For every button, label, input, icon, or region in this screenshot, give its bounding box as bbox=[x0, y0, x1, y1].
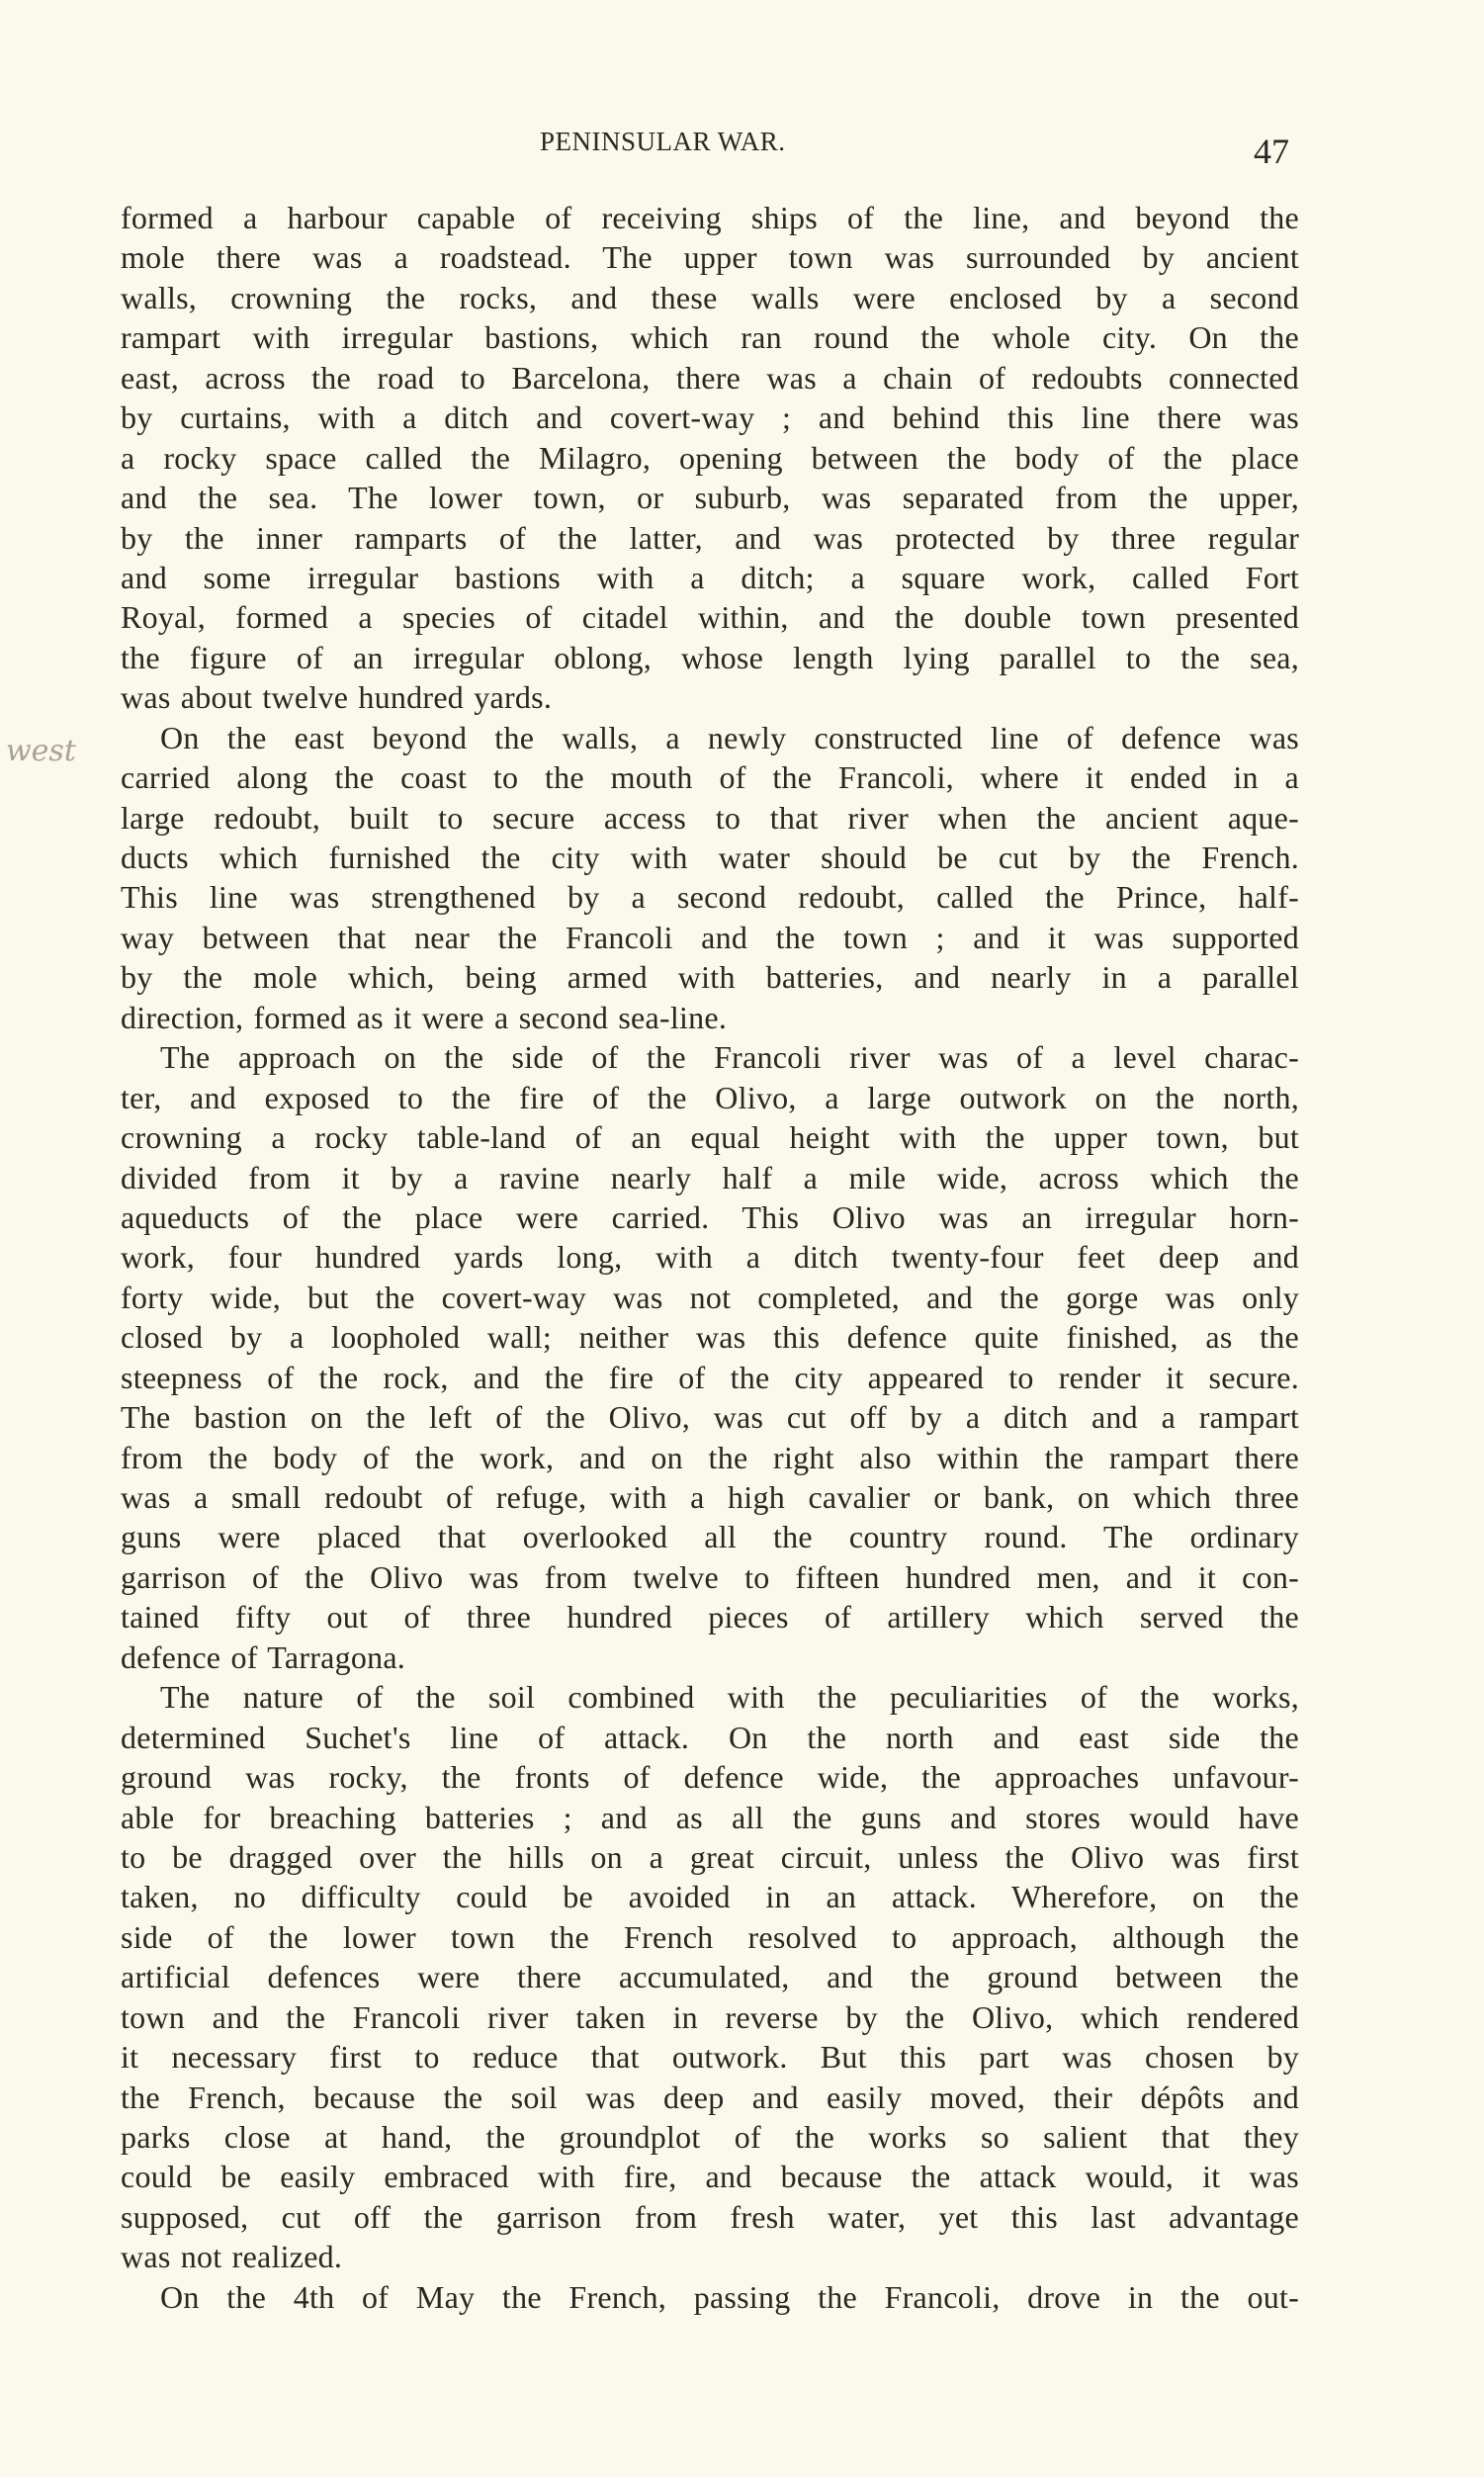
text-line: was not realized. bbox=[121, 2239, 343, 2275]
page-header bbox=[0, 127, 1484, 171]
text-line: crowning a rocky table-land of an equal height with the upper town, but bbox=[121, 1119, 1299, 1156]
text-line: walls, crowning the rocks, and these walls were enclosed by a second bbox=[121, 279, 1299, 315]
text-line: to be dragged over the hills on a great circuit, unless the Olivo was first bbox=[121, 1838, 1299, 1875]
text-line: the French, because the soil was deep and easily moved, their dépôts and bbox=[121, 2079, 1299, 2115]
paragraph bbox=[121, 198, 1299, 718]
text-line: On the 4th of May the French, passing the Francoli, drove in the out- bbox=[160, 2278, 1299, 2315]
text-line: forty wide, but the covert-way was not completed, and the gorge was only bbox=[121, 1279, 1299, 1315]
text-line: large redoubt, built to secure access to that river when the ancient aque- bbox=[121, 799, 1299, 836]
text-line: steepness of the rock, and the fire of the city appeared to render it secure. bbox=[121, 1359, 1299, 1395]
text-line: a rocky space called the Milagro, opening between the body of the place bbox=[121, 439, 1299, 476]
paragraph bbox=[121, 1677, 1299, 2277]
text-line: artificial defences were there accumulated, and the ground between the bbox=[121, 1959, 1299, 1995]
page-body-text bbox=[121, 198, 1299, 2317]
text-line: able for breaching batteries ; and as all the guns and stores would have bbox=[121, 1799, 1299, 1835]
text-line: was a small redoubt of refuge, with a high cavalier or bank, on which three bbox=[121, 1479, 1299, 1515]
text-line: defence of Tarragona. bbox=[121, 1638, 406, 1675]
text-line: and the sea. The lower town, or suburb, was separated from the upper, bbox=[121, 480, 1299, 516]
text-line: by the mole which, being armed with batteries, and nearly in a parallel bbox=[121, 959, 1299, 996]
text-line: mole there was a roadstead. The upper town was surrounded by ancient bbox=[121, 239, 1299, 276]
text-line: by curtains, with a ditch and covert-way ; and behind this line there was bbox=[121, 399, 1299, 436]
text-line: determined Suchet's line of attack. On the north and east side the bbox=[121, 1719, 1299, 1755]
text-line: This line was strengthened by a second redoubt, called the Prince, half- bbox=[121, 879, 1299, 916]
paragraph bbox=[121, 718, 1299, 1038]
text-line: Royal, formed a species of citadel within, and the double town presented bbox=[121, 599, 1299, 636]
text-line: taken, no difficulty could be avoided in an attack. Wherefore, on the bbox=[121, 1879, 1299, 1915]
text-line: way between that near the Francoli and the town ; and it was supported bbox=[121, 919, 1299, 955]
text-line: from the body of the work, and on the right also within the rampart there bbox=[121, 1439, 1299, 1475]
text-line: and some irregular bastions with a ditch; a square work, called Fort bbox=[121, 559, 1299, 595]
text-line: carried along the coast to the mouth of the Francoli, where it ended in a bbox=[121, 759, 1299, 796]
page-number: 47 bbox=[1254, 132, 1289, 171]
text-line: could be easily embraced with fire, and because the attack would, it was bbox=[121, 2159, 1299, 2195]
text-line: garrison of the Olivo was from twelve to fifteen hundred men, and it con- bbox=[121, 1558, 1299, 1595]
text-line: tained fifty out of three hundred pieces of artillery which served the bbox=[121, 1599, 1299, 1636]
text-line: On the east beyond the walls, a newly constructed line of defence was bbox=[160, 719, 1299, 755]
text-line: ground was rocky, the fronts of defence wide, the approaches unfavour- bbox=[121, 1759, 1299, 1796]
text-line: the figure of an irregular oblong, whose length lying parallel to the sea, bbox=[121, 639, 1299, 675]
text-line: supposed, cut off the garrison from fresh water, yet this last advantage bbox=[121, 2198, 1299, 2235]
text-line: it necessary first to reduce that outwork. But this part was chosen by bbox=[121, 2039, 1299, 2076]
text-line: closed by a loopholed wall; neither was this defence quite finished, as the bbox=[121, 1319, 1299, 1356]
paragraph bbox=[121, 1037, 1299, 1677]
text-line: side of the lower town the French resolved to approach, although the bbox=[121, 1918, 1299, 1955]
text-line: The approach on the side of the Francoli river was of a level charac- bbox=[160, 1039, 1299, 1076]
text-line: town and the Francoli river taken in reverse by the Olivo, which rendered bbox=[121, 1998, 1299, 2035]
text-line: parks close at hand, the groundplot of the works so salient that they bbox=[121, 2119, 1299, 2155]
text-line: east, across the road to Barcelona, there was a chain of redoubts connected bbox=[121, 359, 1299, 396]
handwritten-margin-note: west bbox=[6, 734, 76, 768]
text-line: divided from it by a ravine nearly half a mile wide, across which the bbox=[121, 1159, 1299, 1195]
text-line: direction, formed as it were a second sea-line. bbox=[121, 999, 728, 1035]
running-title: PENINSULAR WAR. bbox=[540, 127, 786, 156]
text-line: The bastion on the left of the Olivo, was cut off by a ditch and a rampart bbox=[121, 1399, 1299, 1436]
text-line: work, four hundred yards long, with a ditch twenty-four feet deep and bbox=[121, 1239, 1299, 1276]
paragraph bbox=[121, 2277, 1299, 2317]
text-line: rampart with irregular bastions, which ran round the whole city. On the bbox=[121, 319, 1299, 356]
text-line: by the inner ramparts of the latter, and was protected by three regular bbox=[121, 519, 1299, 556]
text-line: formed a harbour capable of receiving ships of the line, and beyond the bbox=[121, 200, 1299, 235]
text-line: ducts which furnished the city with water should be cut by the French. bbox=[121, 840, 1299, 875]
text-line: was about twelve hundred yards. bbox=[121, 679, 553, 716]
text-line: aqueducts of the place were carried. This Olivo was an irregular horn- bbox=[121, 1198, 1299, 1235]
text-line: ter, and exposed to the fire of the Olivo, a large outwork on the north, bbox=[121, 1079, 1299, 1115]
text-line: The nature of the soil combined with the peculiarities of the works, bbox=[160, 1679, 1299, 1716]
text-line: guns were placed that overlooked all the country round. The ordinary bbox=[121, 1519, 1299, 1555]
